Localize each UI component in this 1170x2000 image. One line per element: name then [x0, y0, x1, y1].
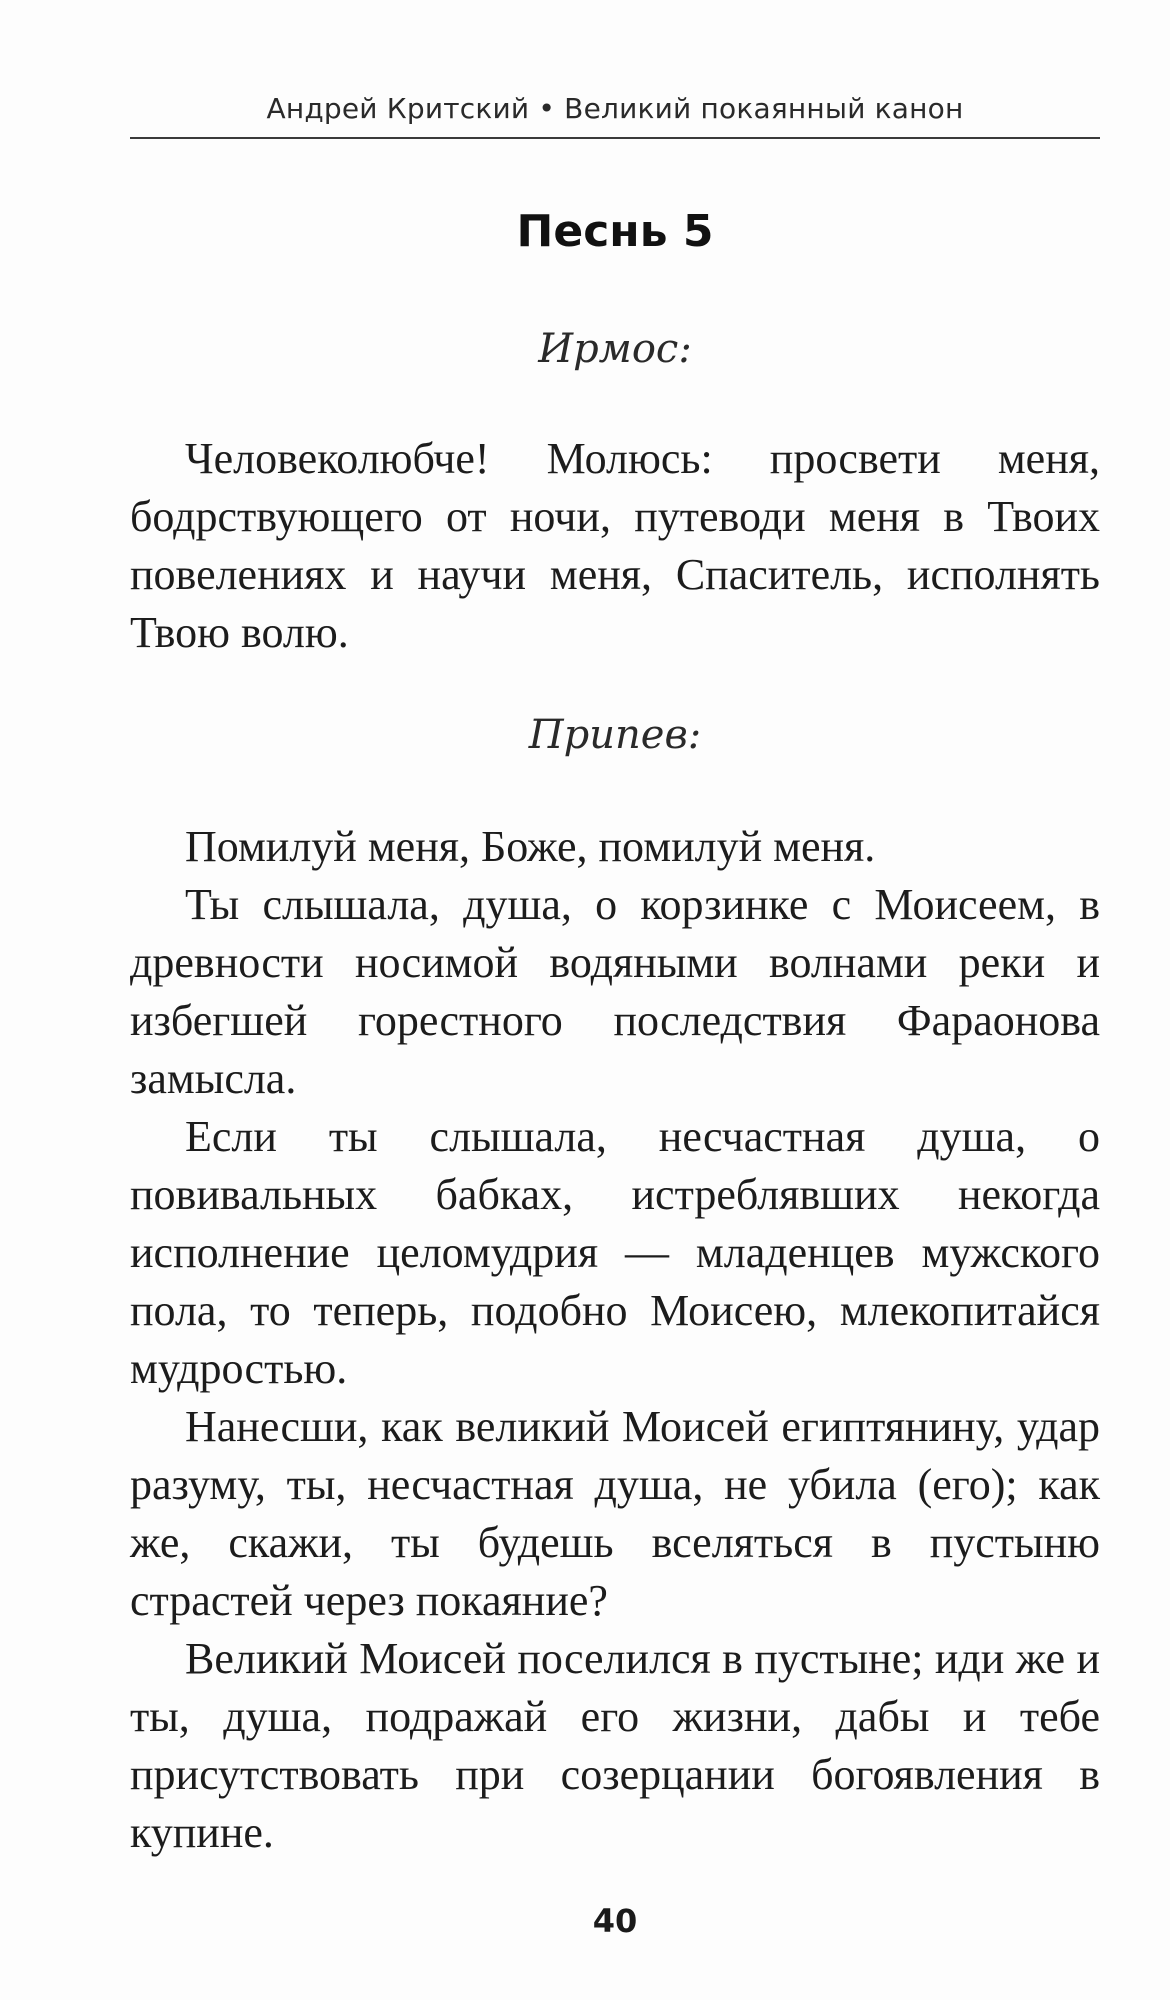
refrain-text-block: [130, 818, 1100, 1862]
irmos-label: Ирмос:: [538, 326, 692, 372]
refrain-label: Припев:: [528, 712, 702, 758]
page-number: 40: [592, 1902, 638, 1940]
irmos-text-block: [130, 430, 1100, 662]
paragraph: Если ты слышала, несчастная душа, о повивальных бабках, истреблявших некогда исполнение целомудрия — младенцев мужского пола, то теперь, подобно Моисею, млекопитайся мудростью.: [130, 1112, 1100, 1393]
chapter-title: Песнь 5: [516, 206, 714, 257]
irmos-paragraph: Человеколюбче! Молюсь: просвети меня, бодрствующего от ночи, путеводи меня в Твоих повелениях и научи меня, Спаситель, исполнять Твою волю.: [130, 434, 1100, 657]
paragraph: Помилуй меня, Боже, помилуй меня.: [185, 822, 876, 871]
paragraph: Нанесши, как великий Моисей египтянину, удар разуму, ты, несчастная душа, не убила (его); как же, скажи, ты будешь вселяться в пустыню страстей через покаяние?: [130, 1402, 1100, 1625]
header-rule: [130, 137, 1100, 139]
paragraph: Ты слышала, душа, о корзинке с Моисеем, в древности носимой водяными волнами реки и избегшей горестного последствия Фараонова замысла.: [130, 880, 1100, 1103]
paragraph: Великий Моисей поселился в пустыне; иди же и ты, душа, подражай его жизни, дабы и тебе присутствовать при созерцании богоявления в купине.: [130, 1634, 1100, 1857]
running-header: Андрей Критский • Великий покаянный канон: [266, 92, 964, 125]
